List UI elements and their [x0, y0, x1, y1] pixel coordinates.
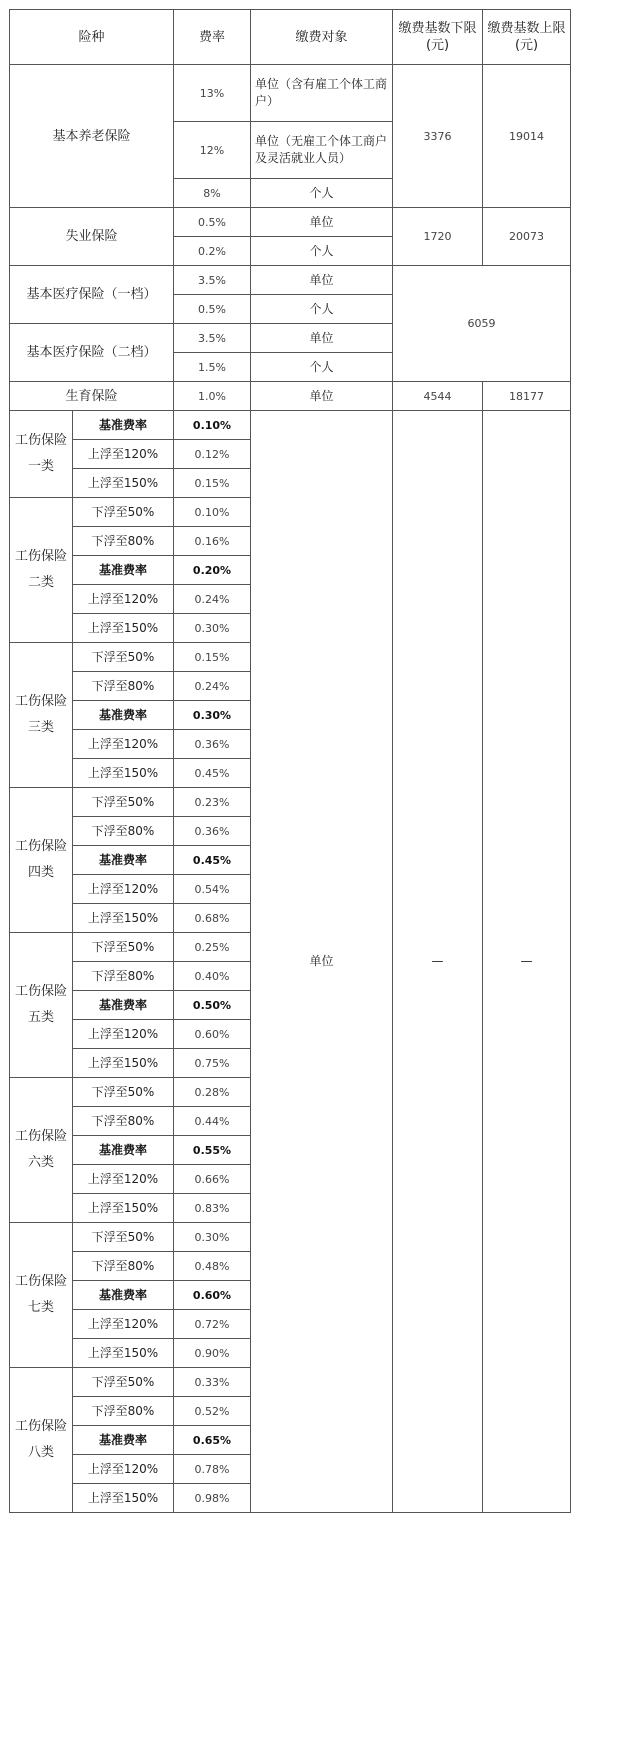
medical-tier2-name: 基本医疗保险（二档） — [10, 324, 174, 382]
medical-tier2-rate-2: 1.5% — [174, 353, 251, 382]
injury-adjustment-label: 下浮至80% — [73, 527, 174, 556]
injury-adjustment-label: 上浮至150% — [73, 904, 174, 933]
injury-adjustment-label: 下浮至50% — [73, 933, 174, 962]
injury-adjustment-label: 下浮至50% — [73, 788, 174, 817]
injury-adjustment-label: 基准费率 — [73, 1136, 174, 1165]
injury-adjustment-label: 下浮至80% — [73, 817, 174, 846]
pension-payer-3: 个人 — [251, 179, 393, 208]
unemployment-payer-1: 单位 — [251, 208, 393, 237]
unemployment-payer-2: 个人 — [251, 237, 393, 266]
injury-adjustment-label: 上浮至120% — [73, 1020, 174, 1049]
pension-base-min: 3376 — [393, 65, 483, 208]
maternity-base-max: 18177 — [483, 382, 571, 411]
insurance-rate-table — [9, 9, 571, 1513]
injury-rate: 0.20% — [174, 556, 251, 585]
medical-tier2-payer-1: 单位 — [251, 324, 393, 353]
injury-class-name: 工伤保险 六类 — [10, 1078, 73, 1223]
injury-rate: 0.24% — [174, 672, 251, 701]
injury-rate: 0.48% — [174, 1252, 251, 1281]
medical-tier1-payer-1: 单位 — [251, 266, 393, 295]
injury-adjustment-label: 下浮至50% — [73, 643, 174, 672]
injury-class-name: 工伤保险 二类 — [10, 498, 73, 643]
injury-rate: 0.30% — [174, 614, 251, 643]
pension-row-1 — [10, 65, 571, 122]
pension-payer-1: 单位（含有雇工个体工商户） — [251, 65, 393, 122]
injury-payer: 单位 — [251, 411, 393, 1513]
injury-rate: 0.40% — [174, 962, 251, 991]
injury-rate: 0.54% — [174, 875, 251, 904]
injury-rate: 0.78% — [174, 1455, 251, 1484]
injury-row — [10, 411, 571, 440]
injury-rate: 0.60% — [174, 1281, 251, 1310]
injury-adjustment-label: 下浮至50% — [73, 1368, 174, 1397]
injury-rate: 0.23% — [174, 788, 251, 817]
injury-rate: 0.66% — [174, 1165, 251, 1194]
injury-adjustment-label: 下浮至80% — [73, 962, 174, 991]
injury-rate: 0.68% — [174, 904, 251, 933]
injury-rate: 0.72% — [174, 1310, 251, 1339]
injury-rate: 0.30% — [174, 701, 251, 730]
pension-rate-2: 12% — [174, 122, 251, 179]
pension-base-max: 19014 — [483, 65, 571, 208]
unemployment-row-1 — [10, 208, 571, 237]
injury-adjustment-label: 上浮至120% — [73, 585, 174, 614]
medical-tier1-rate-2: 0.5% — [174, 295, 251, 324]
injury-rate: 0.24% — [174, 585, 251, 614]
injury-rate: 0.44% — [174, 1107, 251, 1136]
medical-tier1-row-1 — [10, 266, 571, 295]
injury-rate: 0.36% — [174, 730, 251, 759]
injury-adjustment-label: 上浮至120% — [73, 875, 174, 904]
maternity-name: 生育保险 — [10, 382, 174, 411]
injury-class-name: 工伤保险 八类 — [10, 1368, 73, 1513]
injury-rate: 0.16% — [174, 527, 251, 556]
unemployment-base-max: 20073 — [483, 208, 571, 266]
injury-adjustment-label: 基准费率 — [73, 846, 174, 875]
injury-adjustment-label: 上浮至120% — [73, 1455, 174, 1484]
injury-rate: 0.45% — [174, 846, 251, 875]
unemployment-base-min: 1720 — [393, 208, 483, 266]
injury-adjustment-label: 上浮至150% — [73, 1194, 174, 1223]
injury-adjustment-label: 下浮至80% — [73, 672, 174, 701]
maternity-base-min: 4544 — [393, 382, 483, 411]
injury-adjustment-label: 下浮至80% — [73, 1252, 174, 1281]
injury-adjustment-label: 下浮至50% — [73, 1078, 174, 1107]
injury-rate: 0.25% — [174, 933, 251, 962]
injury-rate: 0.10% — [174, 498, 251, 527]
injury-base-max: — — [483, 411, 571, 1513]
header-row — [10, 10, 571, 65]
injury-class-name: 工伤保险 七类 — [10, 1223, 73, 1368]
injury-rate: 0.15% — [174, 469, 251, 498]
injury-rate: 0.10% — [174, 411, 251, 440]
injury-adjustment-label: 基准费率 — [73, 556, 174, 585]
maternity-row — [10, 382, 571, 411]
medical-tier1-payer-2: 个人 — [251, 295, 393, 324]
injury-adjustment-label: 下浮至50% — [73, 498, 174, 527]
unemployment-rate-1: 0.5% — [174, 208, 251, 237]
medical-base: 6059 — [393, 266, 571, 382]
injury-adjustment-label: 上浮至150% — [73, 1339, 174, 1368]
injury-rate: 0.52% — [174, 1397, 251, 1426]
injury-rate: 0.98% — [174, 1484, 251, 1513]
injury-rate: 0.12% — [174, 440, 251, 469]
injury-rate: 0.90% — [174, 1339, 251, 1368]
injury-adjustment-label: 下浮至50% — [73, 1223, 174, 1252]
injury-adjustment-label: 基准费率 — [73, 1426, 174, 1455]
injury-rate: 0.36% — [174, 817, 251, 846]
injury-adjustment-label: 下浮至80% — [73, 1107, 174, 1136]
header-rate: 费率 — [174, 10, 251, 65]
injury-adjustment-label: 上浮至150% — [73, 614, 174, 643]
injury-adjustment-label: 上浮至120% — [73, 1165, 174, 1194]
header-base-max-text: 缴费基数上限 (元) — [487, 21, 566, 53]
injury-adjustment-label: 基准费率 — [73, 411, 174, 440]
maternity-payer: 单位 — [251, 382, 393, 411]
header-type: 险种 — [10, 10, 174, 65]
injury-adjustment-label: 上浮至150% — [73, 1049, 174, 1078]
unemployment-name: 失业保险 — [10, 208, 174, 266]
injury-class-name: 工伤保险 一类 — [10, 411, 73, 498]
injury-rate: 0.15% — [174, 643, 251, 672]
injury-adjustment-label: 基准费率 — [73, 701, 174, 730]
injury-adjustment-label: 上浮至120% — [73, 440, 174, 469]
injury-rate: 0.75% — [174, 1049, 251, 1078]
injury-adjustment-label: 基准费率 — [73, 1281, 174, 1310]
injury-adjustment-label: 上浮至150% — [73, 469, 174, 498]
injury-adjustment-label: 上浮至150% — [73, 759, 174, 788]
injury-rate: 0.65% — [174, 1426, 251, 1455]
medical-tier1-name: 基本医疗保险（一档） — [10, 266, 174, 324]
injury-rate: 0.60% — [174, 1020, 251, 1049]
medical-tier2-payer-2: 个人 — [251, 353, 393, 382]
unemployment-rate-2: 0.2% — [174, 237, 251, 266]
injury-adjustment-label: 上浮至150% — [73, 1484, 174, 1513]
table-body — [10, 10, 571, 1513]
medical-tier2-rate-1: 3.5% — [174, 324, 251, 353]
injury-base-min: — — [393, 411, 483, 1513]
injury-class-name: 工伤保险 三类 — [10, 643, 73, 788]
injury-adjustment-label: 基准费率 — [73, 991, 174, 1020]
injury-class-name: 工伤保险 四类 — [10, 788, 73, 933]
header-payer: 缴费对象 — [251, 10, 393, 65]
medical-tier1-rate-1: 3.5% — [174, 266, 251, 295]
header-base-min — [393, 10, 483, 65]
injury-class-name: 工伤保险 五类 — [10, 933, 73, 1078]
pension-name: 基本养老保险 — [10, 65, 174, 208]
injury-rate: 0.83% — [174, 1194, 251, 1223]
injury-rate: 0.45% — [174, 759, 251, 788]
injury-rate: 0.30% — [174, 1223, 251, 1252]
injury-rate: 0.33% — [174, 1368, 251, 1397]
injury-adjustment-label: 上浮至120% — [73, 730, 174, 759]
injury-rate: 0.50% — [174, 991, 251, 1020]
pension-rate-1: 13% — [174, 65, 251, 122]
injury-adjustment-label: 上浮至120% — [73, 1310, 174, 1339]
injury-rate: 0.28% — [174, 1078, 251, 1107]
header-base-max — [483, 10, 571, 65]
pension-rate-3: 8% — [174, 179, 251, 208]
injury-adjustment-label: 下浮至80% — [73, 1397, 174, 1426]
injury-rate: 0.55% — [174, 1136, 251, 1165]
maternity-rate: 1.0% — [174, 382, 251, 411]
header-base-min-text: 缴费基数下限 (元) — [398, 21, 477, 53]
pension-payer-2: 单位（无雇工个体工商户及灵活就业人员） — [251, 122, 393, 179]
